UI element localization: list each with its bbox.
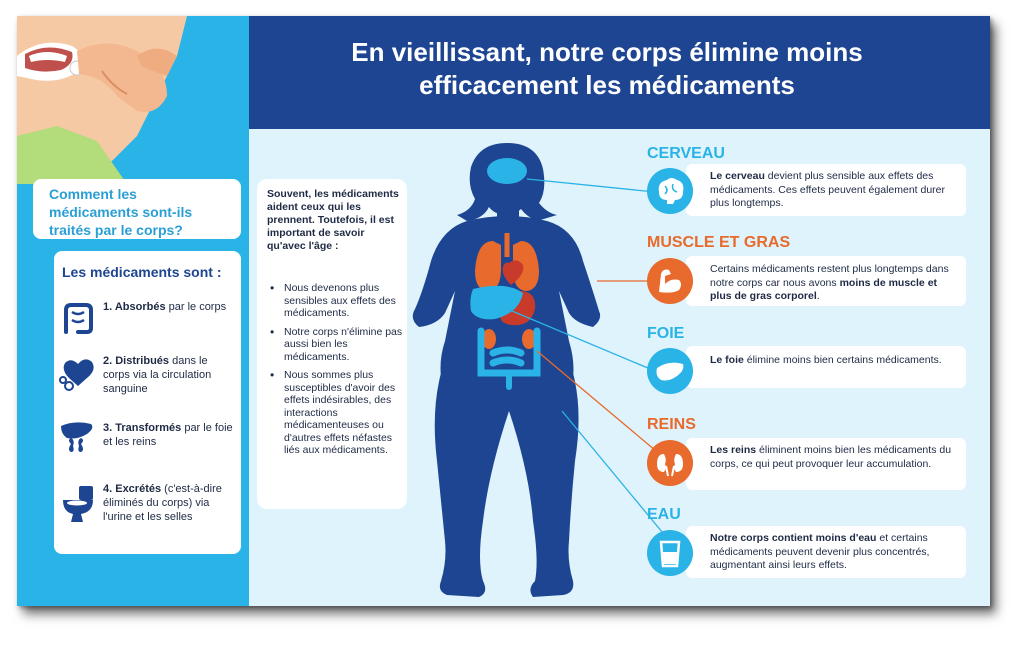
liver-icon	[647, 348, 693, 394]
kidneys-icon-circle	[647, 440, 693, 486]
category-text-eau: Notre corps contient moins d'eau et certains médicaments peuvent devenir plus concentrés, augmentant ainsi leurs effets.	[710, 532, 930, 571]
connector-lines	[17, 16, 990, 606]
category-text-muscle: Certains médicaments restent plus longtemps dans notre corps car nous avons moins de muscle et plus de gras corporel.	[710, 263, 949, 302]
bullet-item: • Notre corps n'élimine pas aussi bien les médicaments.	[270, 324, 403, 363]
water-glass-icon	[647, 530, 693, 576]
step-3-text: 3. Transformés par le foie et les reins	[103, 422, 233, 448]
category-title: EAU	[647, 506, 681, 523]
category-title: FOIE	[647, 325, 685, 342]
bullet-item: • Nous sommes plus susceptibles d'avoir des effets indésirables, des interactions médicamenteuses ou d'autres effets néfastes liés aux médicaments.	[270, 368, 396, 456]
water-glass-icon-circle	[647, 530, 693, 576]
category-title: MUSCLE ET GRAS	[647, 234, 791, 251]
bullet-dot: •	[270, 281, 275, 295]
intro-text: Souvent, les médicaments aident ceux qui les prennent. Toutefois, il est important de savoir qu'avec l'âge :	[267, 188, 399, 252]
category-text-foie: Le foie élimine moins bien certains médicaments.	[710, 354, 942, 366]
steps-title: Les médicaments sont :	[62, 264, 222, 280]
brain-icon	[647, 168, 693, 214]
bullet-item: • Nous devenons plus sensibles aux effets des médicaments.	[270, 281, 396, 319]
liver-icon-circle	[647, 348, 693, 394]
kidneys-icon	[647, 440, 693, 486]
sidebar-question: Comment les médicaments sont-ils traités par le corps?	[49, 186, 193, 238]
category-title: REINS	[647, 416, 696, 433]
step-1-text: 1. Absorbés par le corps	[103, 301, 227, 313]
page-title: En vieillissant, notre corps élimine moins efficacement les médicaments	[351, 37, 863, 100]
category-text-cerveau: Le cerveau devient plus sensible aux effets des médicaments. Ces effets peuvent également durer plus longtemps.	[710, 170, 946, 209]
bullet-dot: •	[270, 368, 275, 382]
category-text-reins: Les reins éliminent moins bien les médicaments du corps, ce qui peut provoquer leur accumulation.	[710, 444, 952, 470]
flexed-arm-icon-circle	[647, 258, 693, 304]
brain-icon-circle	[647, 168, 693, 214]
infographic-card	[17, 16, 990, 606]
step-4-text: 4. Excrétés (c'est-à-dire éliminés du corps) via l'urine et les selles	[103, 483, 222, 523]
bullet-dot: •	[270, 324, 275, 339]
step-2-text: 2. Distribués dans le corps via la circulation sanguine	[103, 355, 212, 395]
category-title: CERVEAU	[647, 145, 725, 162]
flexed-arm-icon	[647, 258, 693, 304]
